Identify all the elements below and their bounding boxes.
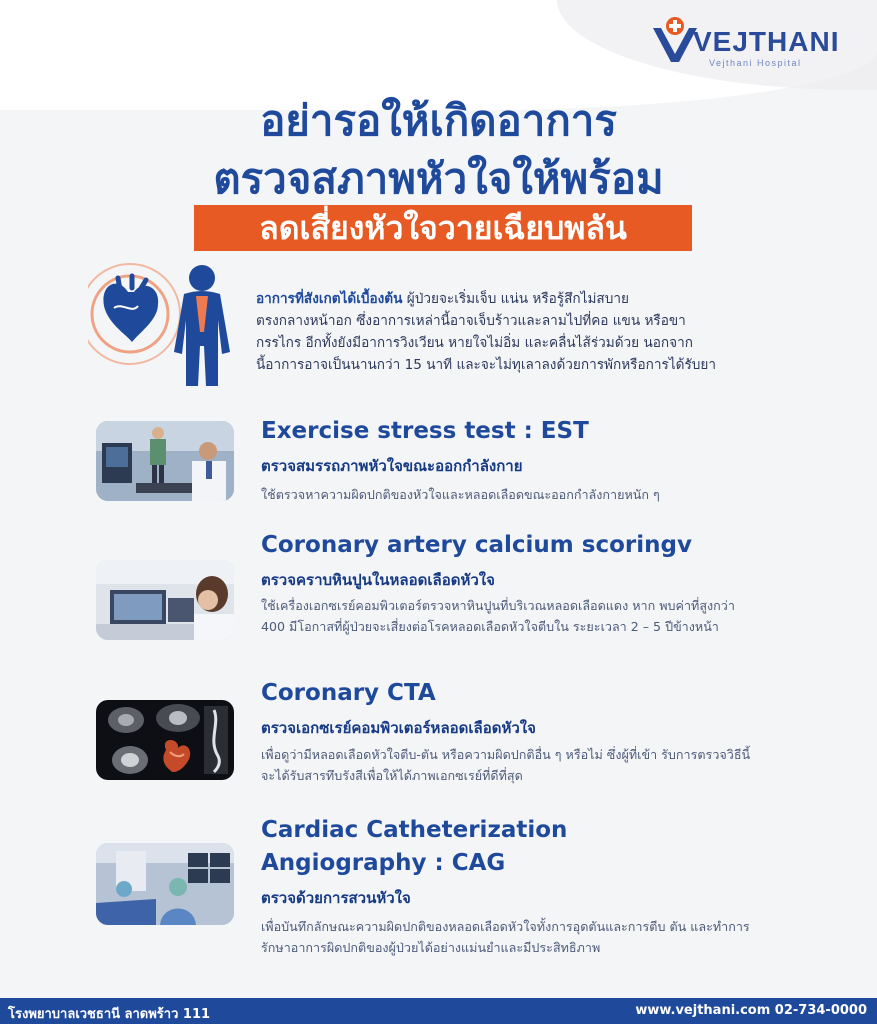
test-title-cag-line-2: Angiography : CAG — [261, 850, 506, 876]
test-title-est: Exercise stress test : EST — [261, 418, 589, 444]
footer-contact[interactable]: www.vejthani.com 02-734-0000 — [635, 1003, 867, 1018]
headline-line-1: อย่ารอให้เกิดอาการ — [260, 96, 617, 145]
footer-bar — [0, 998, 877, 1024]
test-subtitle-cag: ตรวจด้วยการสวนหัวใจ — [261, 889, 411, 907]
footer-hospital-name: โรงพยาบาลเวชธานี ลาดพร้าว 111 — [8, 1007, 211, 1022]
logo-text: VEJTHANI — [693, 26, 840, 57]
treadmill-test-photo — [96, 421, 234, 501]
human-body-icon — [174, 265, 230, 386]
intro-lead: อาการที่สังเกตได้เบื้องต้น — [256, 291, 403, 307]
test-desc-cag: เพื่อบันทึกลักษณะความผิดปกติของหลอดเลือดหัวใจทั้งการอุดตันและการตีบ ตัน และทำการรักษาอาการผิดปกติของผู้ป่วยได้อย่างแม่นยำและมีประสิทธิภาพ — [261, 919, 750, 955]
intro-line-1 — [256, 288, 816, 310]
test-desc-calcium: ใช้เครื่องเอกซเรย์คอมพิวเตอร์ตรวจหาหินปูนที่บริเวณหลอดเลือดแดง หาก พบค่าที่สูงกว่า 400 มีโอกาสที่ผู้ป่วยจะเสี่ยงต่อโรคหลอดเลือดหัวใจตีบใน ระยะเวลา 2 – 5 ปีข้างหน้า — [261, 598, 735, 634]
cath-lab-photo — [96, 843, 234, 925]
test-desc-cta: เพื่อดูว่ามีหลอดเลือดหัวใจตีบ-ตัน หรือความผิดปกติอื่น ๆ หรือไม่ ซึ่งผู้ที่เข้า รับการตรวจวิธีนี้จะได้รับสารทึบรังสีเพื่อให้ได้ภาพเอกซเรย์ที่ดีที่สุด — [261, 747, 751, 783]
test-title-cta: Coronary CTA — [261, 680, 436, 706]
test-desc-est: ใช้ตรวจหาความผิดปกติของหัวใจและหลอดเลือดขณะออกกำลังกายหนัก ๆ — [261, 487, 660, 502]
intro-line-1-text: ผู้ป่วยจะเริ่มเจ็บ แน่น หรือรู้สึกไม่สบาย — [402, 291, 629, 307]
intro-paragraph — [256, 288, 816, 376]
ct-operator-photo — [96, 560, 234, 640]
intro-line-3: กรรไกร อีกทั้งยังมีอาการวิงเวียน หายใจไม่อิ่ม และคลื่นไส้ร่วมด้วย นอกจาก — [256, 335, 693, 351]
test-subtitle-calcium: ตรวจคราบหินปูนในหลอดเลือดหัวใจ — [261, 571, 495, 589]
test-subtitle-cta: ตรวจเอกซเรย์คอมพิวเตอร์หลอดเลือดหัวใจ — [261, 719, 536, 737]
headline-line-2: ตรวจสภาพหัวใจให้พร้อม — [213, 154, 664, 203]
ct-scan-images — [96, 700, 234, 780]
test-title-calcium: Coronary artery calcium scoringv — [261, 532, 692, 558]
heart-body-illustration — [88, 262, 248, 392]
logo-subtitle: Vejthani Hospital — [709, 58, 802, 68]
test-title-cag-line-1: Cardiac Catheterization — [261, 817, 568, 843]
intro-line-4: นี้อาการอาจเป็นนานกว่า 15 นาที และจะไม่ทุเลาลงด้วยการพักหรือการได้รับยา — [256, 357, 717, 373]
intro-line-2: ตรงกลางหน้าอก ซึ่งอาการเหล่านี้อาจเจ็บร้าวและลามไปที่คอ แขน หรือขา — [256, 313, 686, 329]
vejthani-logo[interactable] — [649, 14, 849, 74]
headline-banner: ลดเสี่ยงหัวใจวายเฉียบพลัน — [194, 205, 692, 251]
heart-icon — [103, 276, 158, 342]
test-subtitle-est: ตรวจสมรรถภาพหัวใจขณะออกกำลังกาย — [261, 457, 523, 475]
